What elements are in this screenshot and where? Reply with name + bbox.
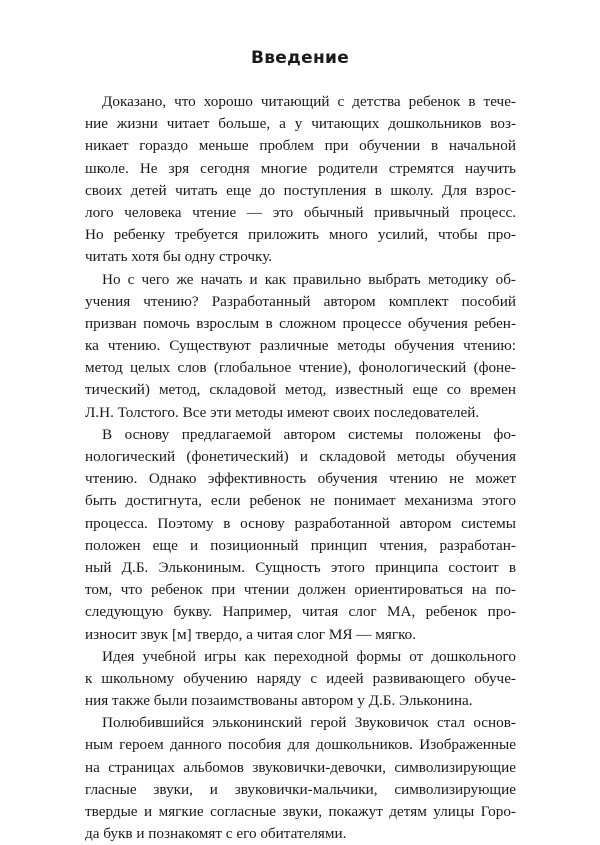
text-line: Идея учебной игры как переходной формы от дошкольного: [102, 647, 516, 665]
text-line: следующую букву. Например, читая слог МА, ребенок про-: [85, 603, 516, 621]
text-line: чтению. Однако эффективность обучения чтению не может: [85, 470, 516, 488]
text-line: на страницах альбомов звуковички-девочки, символизирующие: [85, 758, 516, 776]
text-line: ный Д.Б. Элькониным. Сущность этого принципа состоит в: [85, 558, 516, 576]
body-text: [85, 91, 516, 845]
text-line: процесса. Поэтому в основу разработанной автором системы: [85, 514, 516, 532]
text-line: нологический (фонетический) и складовой методы обучения: [85, 448, 516, 465]
text-line: ния также были позаимствованы автором у Д.Б. Эльконина.: [85, 692, 473, 710]
text-line: том, что ребенок при чтении должен ориентироваться на по-: [85, 581, 516, 599]
text-line: Но ребенку требуется приложить много усилий, чтобы про-: [85, 226, 516, 244]
text-line: положен еще и позиционный принцип чтения, разработан-: [85, 536, 516, 554]
text-line: метод целых слов (глобальное чтение), фонологический (фоне-: [85, 359, 516, 377]
text-line: Полюбившийся эльконинский герой Звуковичок стал основ-: [102, 714, 516, 732]
text-line: учения чтению? Разработанный автором комплект пособий: [85, 292, 516, 310]
text-line: к школьному обучению наряду с идеей развивающего обуче-: [85, 669, 516, 687]
text-line: гласные звуки, и звуковички-мальчики, символизирующие: [85, 780, 516, 798]
text-line: твердые и мягкие согласные звуки, покажут детям улицы Горо-: [85, 803, 516, 820]
text-line: Л.Н. Толстого. Все эти методы имеют своих последователей.: [85, 403, 480, 421]
text-line: Доказано, что хорошо читающий с детства ребенок в тече-: [102, 93, 516, 110]
text-line: Но с чего же начать и как правильно выбрать методику об-: [102, 270, 516, 288]
text-line: ние жизни читает больше, а у читающих дошкольников воз-: [85, 115, 516, 133]
page-title: Введение: [250, 48, 350, 68]
text-line: ным героем данного пособия для дошкольников. Изображенные: [85, 736, 516, 754]
text-line: лого человека чтение — это обычный привычный процесс.: [85, 203, 516, 221]
text-line: призван помочь взрослым в сложном процессе обучения ребен-: [85, 314, 516, 332]
text-line: тический) метод, складовой метод, известный еще со времен: [85, 381, 516, 399]
text-line: своих детей читать еще до поступления в школу. Для взрос-: [85, 181, 516, 199]
text-line: ка чтению. Существуют различные методы обучения чтению:: [85, 337, 516, 355]
text-line: никает гораздо меньше проблем при обучении в начальной: [85, 137, 516, 155]
text-line: быть достигнута, если ребенок не понимает механизма этого: [85, 492, 516, 510]
text-line: да букв и познакомят с его обитателями.: [85, 825, 347, 843]
text-line: школе. Не зря сегодня многие родители стремятся научить: [85, 159, 516, 177]
text-line: износит звук [м] твердо, а читая слог МЯ — мягко.: [85, 625, 417, 643]
text-line: читать хотя бы одну строчку.: [85, 248, 273, 266]
text-line: В основу предлагаемой автором системы положены фо-: [102, 425, 516, 443]
